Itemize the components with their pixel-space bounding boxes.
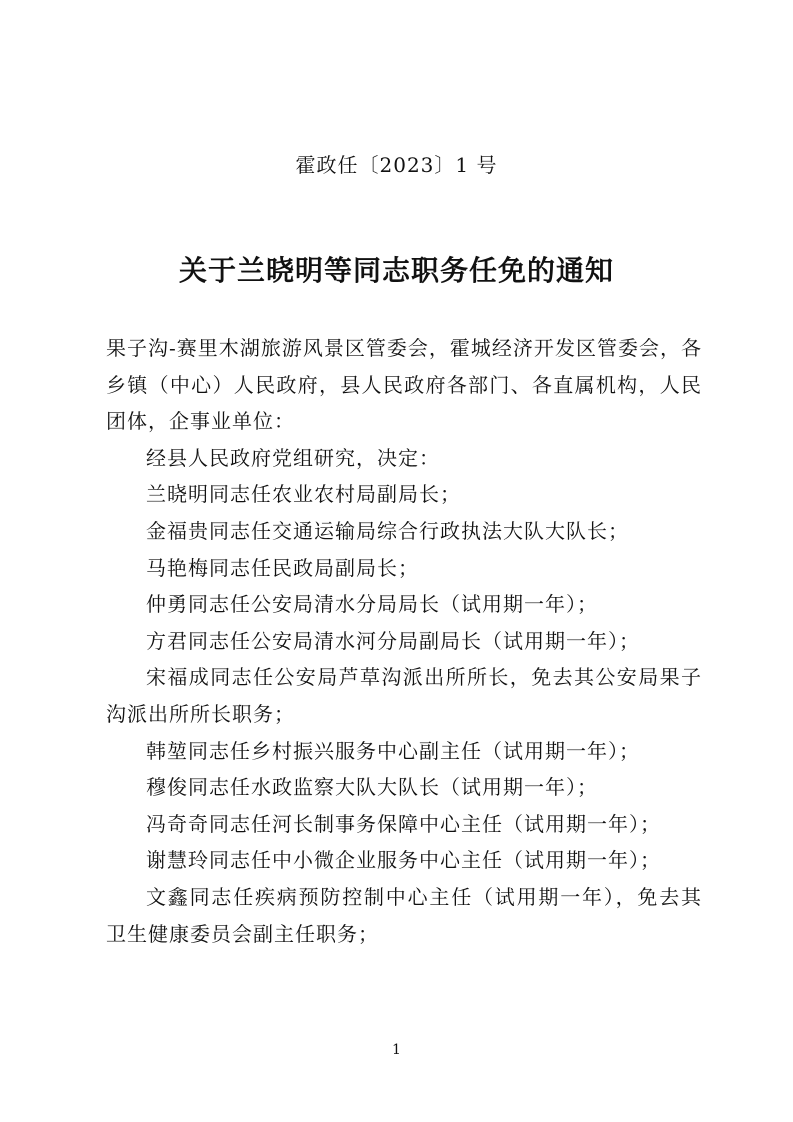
recipients-paragraph: 果子沟-赛里木湖旅游风景区管委会，霍城经济开发区管委会，各乡镇（中心）人民政府，县人民政府各部门、各直属机构，人民团体，企事业单位：: [106, 336, 702, 434]
appointment-item: 穆俊同志任水政监察大队大队长（试用期一年）；: [146, 775, 598, 800]
appointment-item: 马艳梅同志任民政局副局长；: [146, 555, 419, 580]
appointment-item: 宋福成同志任公安局芦草沟派出所所长，免去其公安局果子沟派出所所长职务；: [106, 665, 702, 726]
page-number: 1: [392, 1042, 401, 1058]
document-body: [106, 330, 702, 952]
appointment-item: 仲勇同志任公安局清水分局局长（试用期一年）；: [146, 592, 598, 617]
document-number: 霍政任〔2023〕1 号: [295, 153, 498, 177]
decision-intro: 经县人民政府党组研究，决定：: [146, 445, 440, 470]
appointment-item: 冯奇奇同志任河长制事务保障中心主任（试用期一年）；: [146, 811, 661, 836]
appointment-item: 方君同志任公安局清水河分局副局长（试用期一年）；: [146, 628, 640, 653]
document-title: 关于兰晓明等同志职务任免的通知: [178, 254, 614, 287]
appointment-item: 金福贵同志任交通运输局综合行政执法大队大队长；: [146, 518, 629, 543]
appointment-item: 韩堃同志任乡村振兴服务中心副主任（试用期一年）；: [146, 738, 640, 763]
appointment-item: 兰晓明同志任农业农村局副局长；: [146, 482, 461, 507]
appointment-item: 文鑫同志任疾病预防控制中心主任（试用期一年），免去其卫生健康委员会副主任职务；: [106, 884, 702, 946]
appointment-item: 谢慧玲同志任中小微企业服务中心主任（试用期一年）；: [146, 848, 661, 873]
